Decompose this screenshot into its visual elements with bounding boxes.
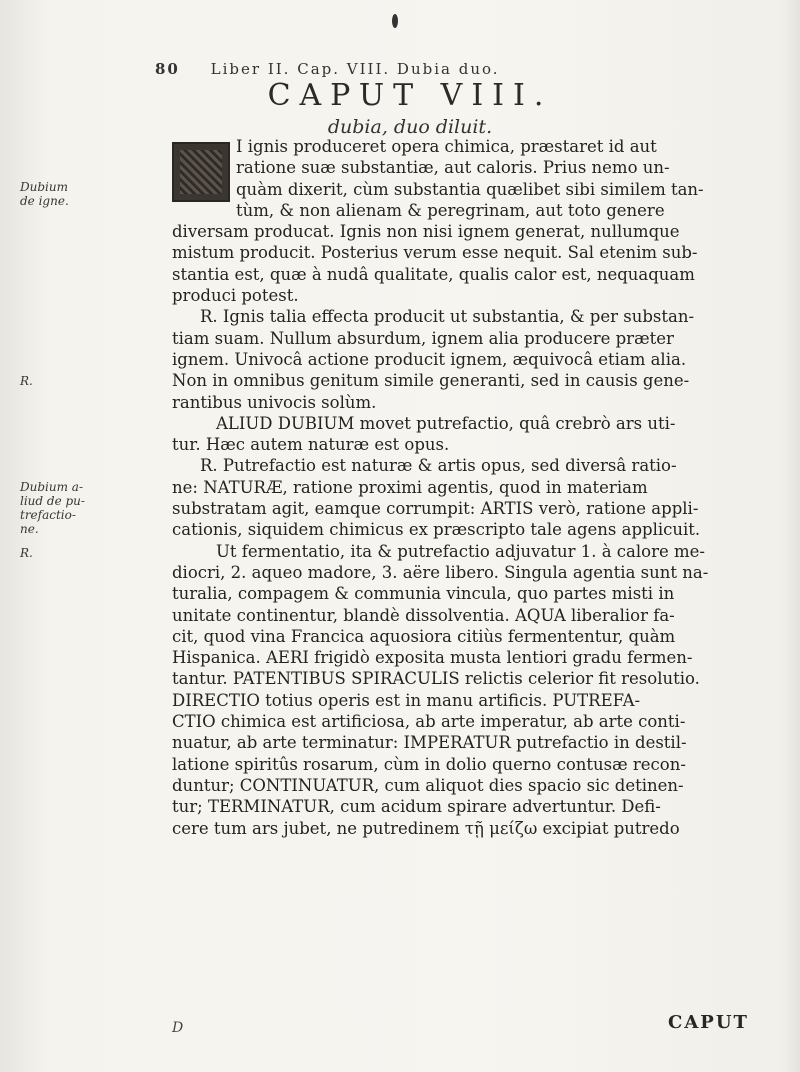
margin-note-line: Dubium a-	[20, 480, 83, 494]
text-line: ratione suæ substantiæ, aut caloris. Prius nemo un-	[236, 158, 670, 178]
text-line: rantibus univocis solùm.	[172, 392, 377, 412]
text-line: ALIUD DUBIUM movet putrefactio, quâ crebrò ars uti-	[216, 413, 676, 433]
text-line: Ut fermentatio, ita & putrefactio adjuvatur 1. à calore me-	[216, 541, 705, 561]
text-line: R. Putrefactio est naturæ & artis opus, sed diversâ ratio-	[200, 456, 677, 476]
margin-note-response-2	[20, 546, 152, 560]
margin-note-line: Dubium	[20, 180, 68, 194]
text-line: cit, quod vina Francica aquosiora citiùs fermententur, quàm	[172, 626, 676, 646]
margin-note-line: R.	[20, 546, 33, 560]
chapter-subtitle: dubia, duo diluit.	[327, 116, 493, 138]
running-title: Liber II. Cap. VIII. Dubia duo.	[210, 60, 500, 78]
text-line: substratam agit, eamque corrumpit: ARTIS verò, ratione appli-	[172, 499, 699, 519]
text-line: diversam producat. Ignis non nisi ignem generat, nullumque	[172, 222, 680, 242]
text-line: Hispanica. AERI frigidò exposita musta lentiori gradu fermen-	[172, 648, 693, 668]
text-line: quàm dixerit, cùm substantia quælibet sibi similem tan-	[236, 179, 704, 199]
text-line: tùm, & non alienam & peregrinam, aut toto genere	[236, 200, 665, 220]
margin-note-line: de igne.	[20, 194, 69, 208]
margin-note-line: trefactio-	[20, 508, 76, 522]
text-line: turalia, compagem & communia vincula, quo partes misti in	[172, 584, 675, 604]
text-line: ne: NATURÆ, ratione proximi agentis, quod in materiam	[172, 477, 648, 497]
page-number: 80	[155, 60, 180, 78]
text-line: nuatur, ab arte terminatur: IMPERATUR putrefactio in destil-	[172, 733, 687, 753]
body-text	[172, 136, 756, 839]
text-line: duntur; CONTINUATUR, cum aliquot dies spacio sic detinen-	[172, 775, 684, 795]
page-edge-shadow	[782, 0, 800, 1072]
text-line: tur. Hæc autem naturæ est opus.	[172, 435, 450, 455]
margin-note-line: R.	[20, 374, 33, 388]
text-line: latione spiritûs rosarum, cùm in dolio querno contusæ recon-	[172, 754, 686, 774]
catchword: CAPUT	[668, 1012, 749, 1033]
margin-note-aliud-dubium	[20, 480, 152, 536]
text-line: DIRECTIO totius operis est in manu artificis. PUTREFA-	[172, 690, 641, 710]
margin-note-line: liud de pu-	[20, 494, 85, 508]
text-line: cationis, siquidem chimicus ex præscripto tale agens applicuit.	[172, 520, 701, 540]
margin-note-dubium	[20, 180, 152, 208]
top-ornament	[392, 14, 398, 28]
text-line: tiam suam. Nullum absurdum, ignem alia producere præter	[172, 328, 674, 348]
text-line: unitate continentur, blandè dissolventia. AQUA liberalior fa-	[172, 605, 675, 625]
text-line: tur; TERMINATUR, cum acidum spirare advertuntur. Defi-	[172, 797, 661, 817]
text-line: cere tum ars jubet, ne putredinem τῇ μείζω excipiat putredo	[172, 818, 680, 838]
text-line: produci potest.	[172, 286, 299, 306]
text-line: diocri, 2. aqueo madore, 3. aëre libero. Singula agentia sunt na-	[172, 562, 709, 582]
text-line: mistum producit. Posterius verum esse nequit. Sal etenim sub-	[172, 243, 698, 263]
text-line: stantia est, quæ à nudâ qualitate, qualis calor est, nequaquam	[172, 264, 695, 284]
margin-note-line: ne.	[20, 522, 39, 536]
text-line: CTIO chimica est artificiosa, ab arte imperatur, ab arte conti-	[172, 712, 686, 732]
text-line: ignem. Univocâ actione producit ignem, æquivocâ etiam alia.	[172, 349, 687, 369]
text-line: R. Ignis talia effecta producit ut substantia, & per substan-	[200, 307, 695, 327]
signature-mark: D	[172, 1020, 184, 1036]
text-line: I ignis produceret opera chimica, præstaret id aut	[236, 137, 657, 156]
margin-note-response	[20, 374, 152, 388]
text-line: Non in omnibus genitum simile generanti, sed in causis gene-	[172, 371, 690, 391]
chapter-title: CAPUT VIII.	[267, 78, 553, 113]
running-header	[155, 60, 625, 78]
text-line: tantur. PATENTIBUS SPIRACULIS relictis celerior fit resolutio.	[172, 669, 700, 689]
